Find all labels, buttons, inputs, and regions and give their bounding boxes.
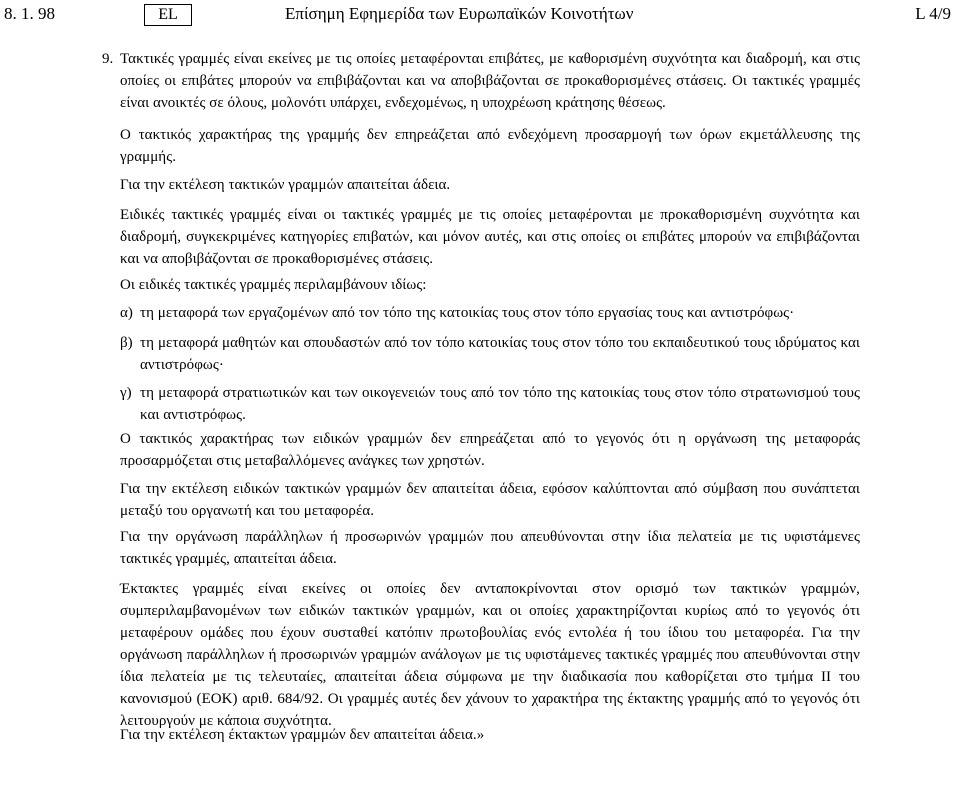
list-item-label: β) bbox=[120, 335, 133, 351]
publication-date: 8. 1. 98 bbox=[4, 4, 55, 23]
language-code-box: EL bbox=[144, 4, 192, 26]
list-item-text: τη μεταφορά στρατιωτικών και των οικογενειών τους από τον τόπο της κατοικίας τους στον τόπο στρατωνισμού τους και αντιστρόφως. bbox=[140, 385, 860, 423]
paragraph-occasional-lines: Έκτακτες γραμμές είναι εκείνες οι οποίες δεν ανταποκρίνονται στον ορισμό των τακτικών γραμμών, συμπεριλαμβανομένων των ειδικών τακτικών γραμμών, και οι οποίες χαρακτηρίζονται κυρίως από το γεγονός ότι μεταφέρουν ομάδες που έχουν συσταθεί κατόπιν πρωτοβουλίας ενός εντολέα ή του ίδιου του μεταφορέα. Για την οργάνωση παράλληλων ή προσωρινών γραμμών ανάλογων με τις υφιστάμενες τακτικές γραμμές που απευθύνονται στην ίδια πελατεία με τις τελευταίες, απαιτείται άδεια σύμφωνα με την διαδικασία που καθορίζεται στο τμήμα II του κανονισμού (ΕΟΚ) αριθ. 684/92. Οι γραμμές αυτές δεν χάνουν το χαρακτήρα της έκτακτης γραμμής από το γεγονός ότι λειτουργούν με κάποια συχνότητα. bbox=[120, 581, 860, 729]
paragraph-text: Τακτικές γραμμές είναι εκείνες με τις οποίες μεταφέρονται επιβάτες, με καθορισμένη συχνότητα και διαδρομή, και στις οποίες οι επιβάτες μπορούν να επιβιβάζονται και να αποβιβάζονται σε προκαθορισμένες στάσεις. Οι τακτικές γραμμές είναι ανοικτές σε όλους, μολονότι υπάρχει, ενδεχομένως, η υποχρέωση κράτησης θέσεως. bbox=[120, 51, 860, 111]
page-reference: L 4/9 bbox=[915, 4, 951, 23]
paragraph-special-no-licence: Για την εκτέλεση ειδικών τακτικών γραμμών δεν απαιτείται άδεια, εφόσον καλύπτονται από σύμβαση που συνάπτεται μεταξύ του οργανωτή και του μεταφορέα. bbox=[120, 481, 860, 519]
paragraph-occasional-no-licence: Για την εκτέλεση έκτακτων γραμμών δεν απαιτείται άδεια.» bbox=[120, 727, 485, 743]
paragraph-special-character: Ο τακτικός χαρακτήρας των ειδικών γραμμών δεν επηρεάζεται από το γεγονός ότι η οργάνωση της μεταφοράς προσαρμόζεται στις μεταβαλλόμενες ανάγκες των χρηστών. bbox=[120, 431, 860, 469]
paragraph-regular-lines bbox=[102, 48, 860, 114]
paragraph-parallel-lines: Για την οργάνωση παράλληλων ή προσωρινών γραμμών που απευθύνονται στην ίδια πελατεία με τις υφιστάμενες τακτικές γραμμές, απαιτείται άδεια. bbox=[120, 529, 860, 567]
list-item bbox=[120, 382, 860, 426]
page-header bbox=[0, 4, 959, 28]
list-item-text: τη μεταφορά μαθητών και σπουδαστών από τον τόπο κατοικίας τους στον τόπο του εκπαιδευτικού τους ιδρύματος και αντιστρόφως· bbox=[140, 335, 860, 373]
list-item-label: γ) bbox=[120, 385, 132, 401]
list-item bbox=[120, 302, 860, 324]
list-item-text: τη μεταφορά των εργαζομένων από τον τόπο της κατοικίας τους στον τόπο εργασίας τους και αντιστρόφως· bbox=[140, 305, 795, 321]
list-item-label: α) bbox=[120, 305, 133, 321]
paragraph-frequency-note: Ο τακτικός χαρακτήρας της γραμμής δεν επηρεάζεται από ενδεχόμενη προσαρμογή των όρων εκμετάλλευσης της γραμμής. bbox=[120, 127, 860, 165]
list-item bbox=[120, 332, 860, 376]
paragraph-licence-required: Για την εκτέλεση τακτικών γραμμών απαιτείται άδεια. bbox=[120, 177, 451, 193]
item-number: 9. bbox=[102, 51, 114, 67]
paragraph-special-regular-lines: Ειδικές τακτικές γραμμές είναι οι τακτικές γραμμές με τις οποίες μεταφέρονται με προκαθορισμένη συχνότητα και διαδρομή, συγκεκριμένες κατηγορίες επιβατών, και μόνον αυτές, και στις οποίες οι επιβάτες μπορούν να επιβιβάζονται και να αποβιβάζονται σε προκαθορισμένες στάσεις. bbox=[120, 207, 860, 267]
paragraph-special-includes: Οι ειδικές τακτικές γραμμές περιλαμβάνουν ιδίως: bbox=[120, 277, 427, 293]
journal-title: Επίσημη Εφημερίδα των Ευρωπαϊκών Κοινοτήτων bbox=[285, 4, 634, 23]
